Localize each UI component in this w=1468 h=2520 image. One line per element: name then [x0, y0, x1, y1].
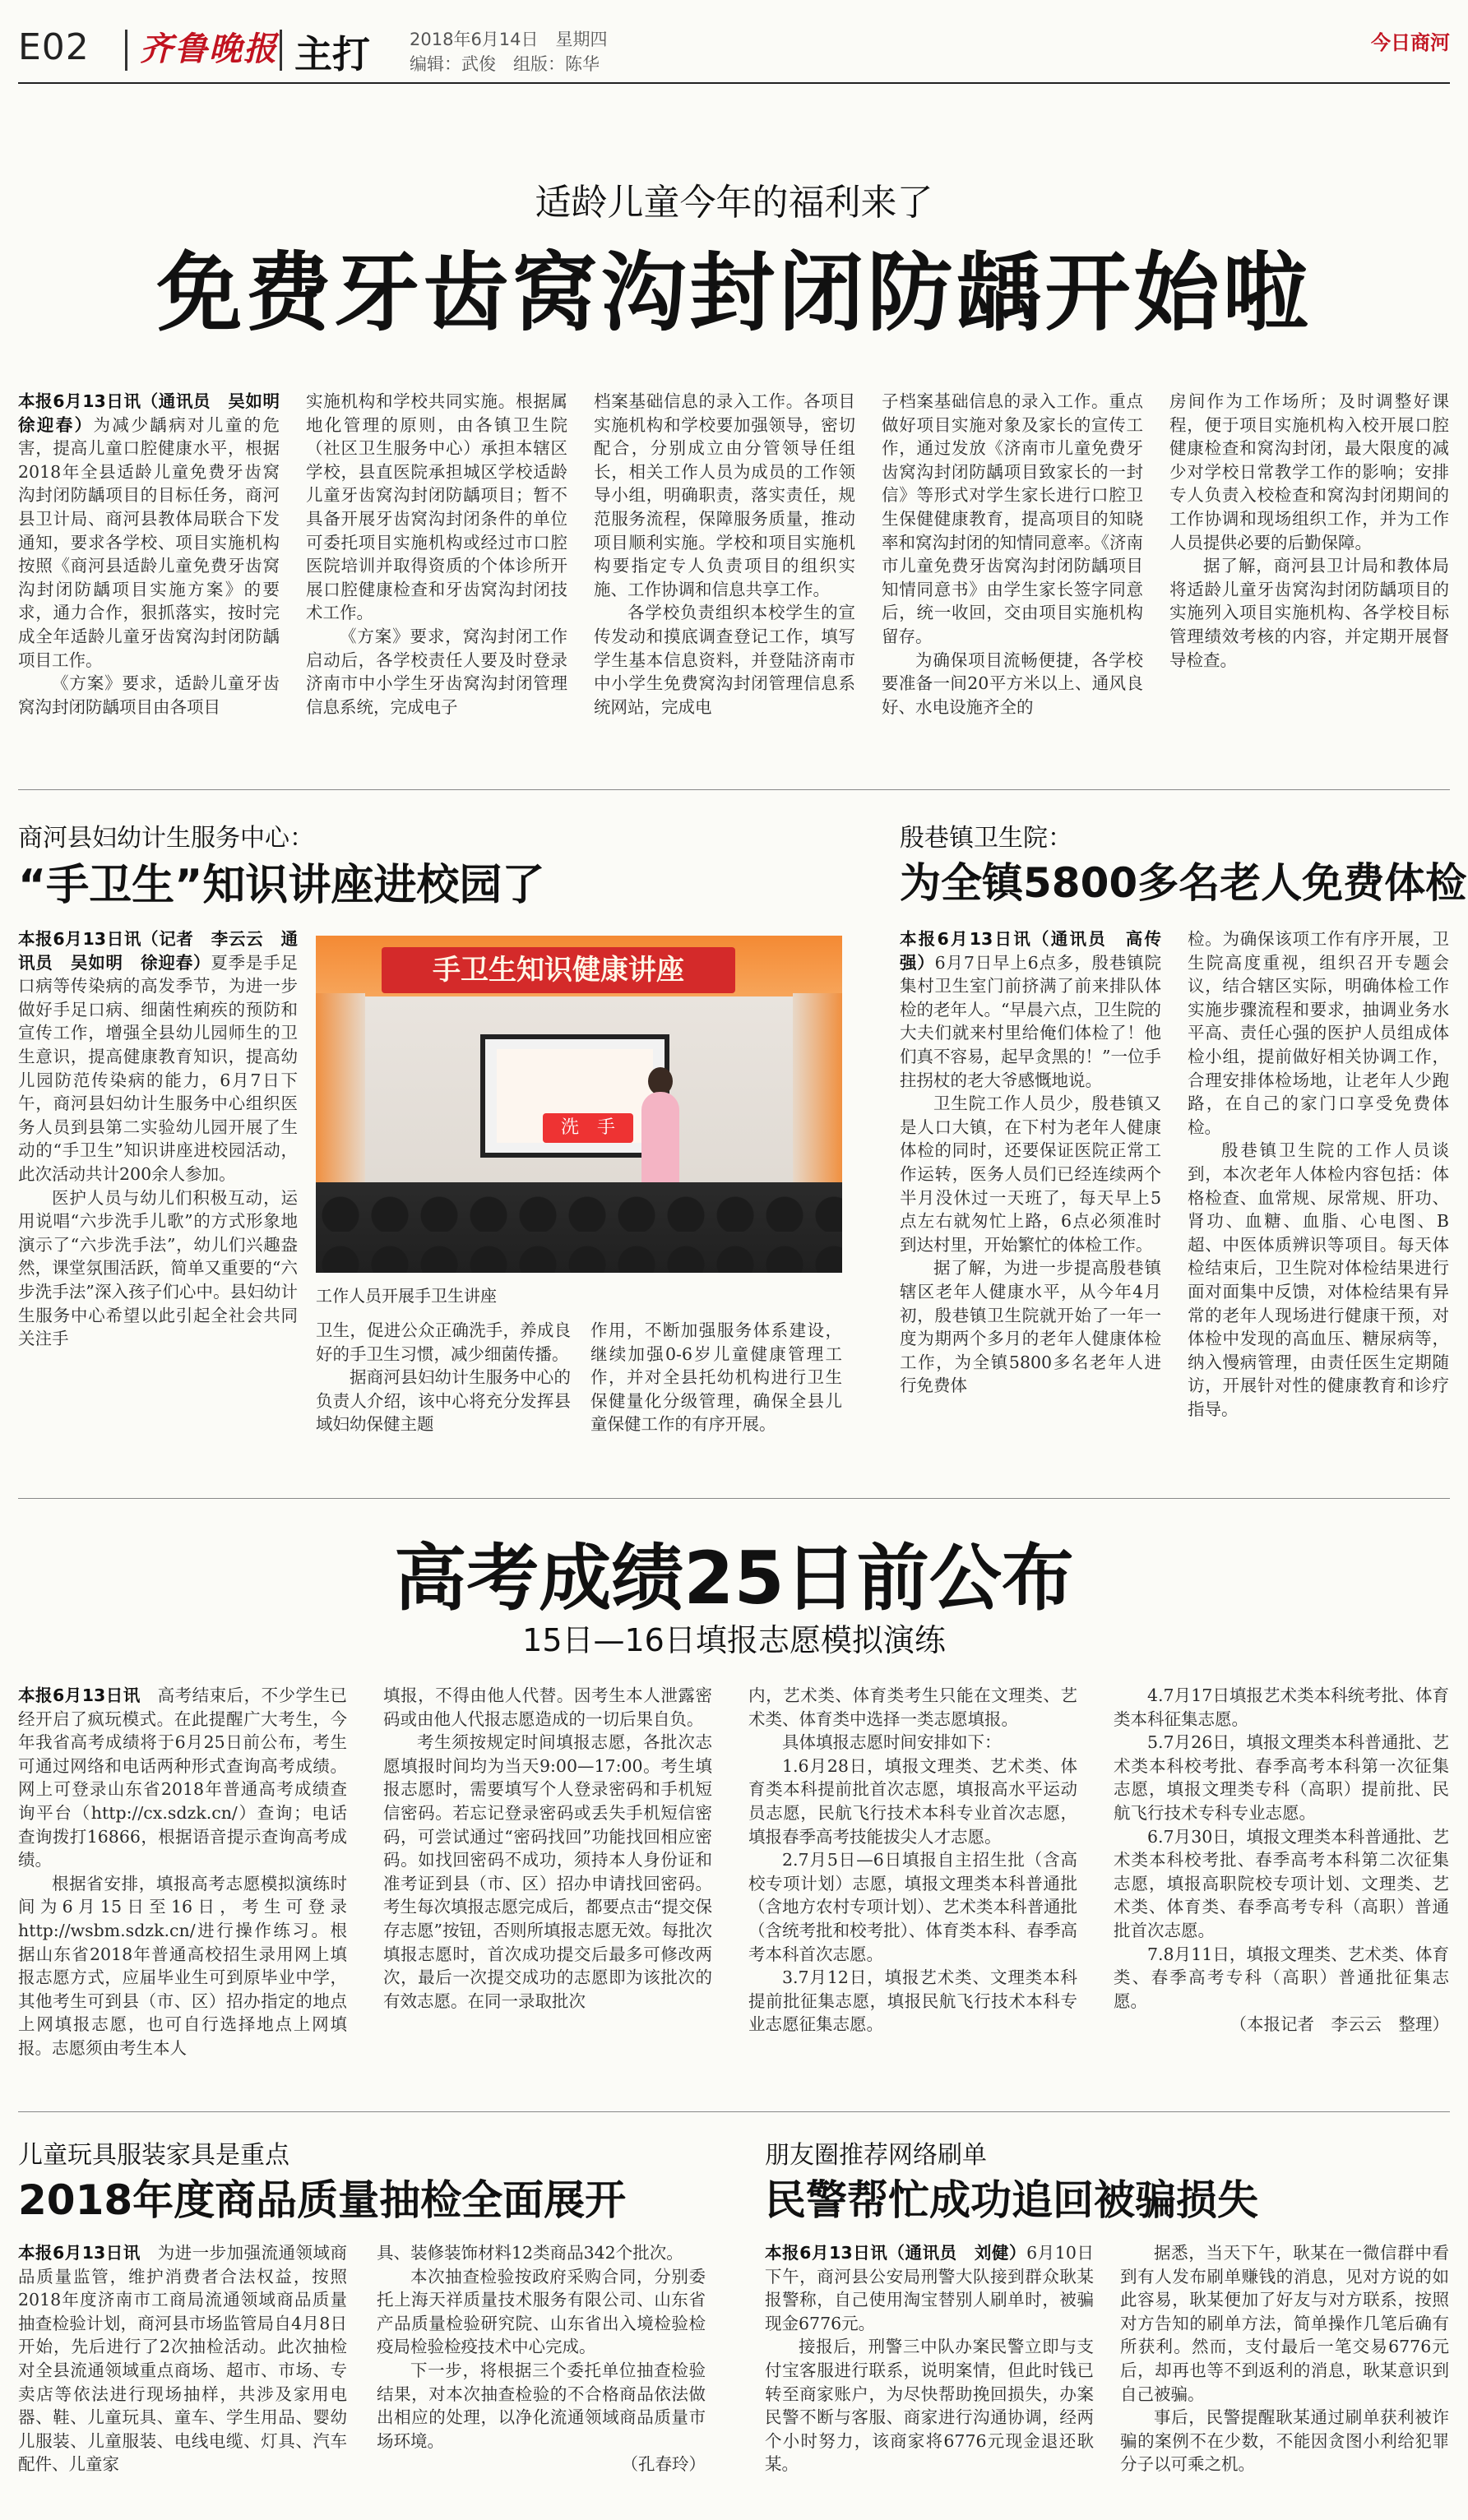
section-rule [18, 2111, 1450, 2112]
elderly-text: 据了解，为进一步提高殷巷镇辖区老年人健康水平，从今年4月初，殷巷镇卫生院就开始了一年一度为期两个多月的老年人健康体检工作，为全镇5800多名老年人进行免费体 [900, 1258, 1161, 1396]
section-tag: 今日商河 [1371, 31, 1450, 54]
exam-subhead: 15日—16日填报志愿模拟演练 [522, 1622, 946, 1658]
elderly-text: 6月7日早上6点多，殷巷镇院集村卫生室门前挤满了前来排队体检的老年人。“早晨六点，卫生院的大夫们就来村里给俺们体检了！他们真不容易，起早贪黑的！”一位手拄拐杖的老大爷感慨地说。 [900, 952, 1161, 1090]
exam-column-2 [383, 1684, 712, 2078]
lead-text: 子档案基础信息的录入工作。重点做好项目实施对象及家长的宣传工作，通过发放《济南市儿童免费牙齿窝沟封闭防龋项目致家长的一封信》等形式对学生家长进行口腔卫生保健健康教育，提高项目的知晓率和窝沟封闭的知情同意率。《济南市儿童免费牙齿窝沟封闭防龋项目知情同意书》由学生家长签字同意后，统一收回，交由项目实施机构留存。 [882, 391, 1143, 646]
exam-text: 内，艺术类、体育类考生只能在文理类、艺术类、体育类中选择一类志愿填报。 [748, 1685, 1077, 1729]
screen-label: 洗 手 [543, 1113, 633, 1143]
police-text: 接报后，刑警三中队办案民警立即与支付宝客服进行联系，说明案情，但此时钱已转至商家账户，为尽快帮助挽回损失，办案民警不断与客服、商家进行沟通协调，经两个小时努力，该商家将6776元现金退还耿某。 [765, 2337, 1094, 2475]
lead-column-2 [306, 390, 567, 768]
page-number: E02 [18, 26, 90, 68]
quality-text: 下一步，将根据三个委托单位抽查检验结果，对本次抽查检验的不合格商品依法做出相应的处理，以净化流通领域商品质量市场环境。 [377, 2360, 706, 2451]
section-rule [18, 1498, 1450, 1499]
elderly-column-1 [900, 927, 1161, 1478]
exam-headline: 高考成绩25日前公布 [394, 1536, 1074, 1621]
lead-text: 《方案》要求，适龄儿童牙齿窝沟封闭防龋项目由各项目 [18, 673, 280, 717]
handwash-text: 卫生，促进公众正确洗手，养成良好的手卫生习惯，减少细菌传播。 [316, 1320, 571, 1364]
police-text: 据悉，当天下午，耿某在一微信群中看到有人发布刷单赚钱的消息，见对方说的如此容易，耿某便加了好友与对方联系，按照对方告知的刷单方法，简单操作几笔后确有所获利。然而，支付最后一笔交易6776元后，却再也等不到返利的消息，耿某意识到自己被骗。 [1120, 2243, 1449, 2404]
lead-headline: 免费牙齿窝沟封闭防龋开始啦 [156, 243, 1312, 343]
handwash-text: 医护人员与幼儿们积极互动，运用说唱“六步洗手儿歌”的方式形象地演示了“六步洗手法”，幼儿们兴趣盎然，课堂氛围活跃，简单又重要的“六步洗手法”深入孩子们心中。县妇幼计生服务中心希望以此引起全社会共同关注手 [18, 1187, 298, 1349]
police-byline: 本报6月13日讯（通讯员 刘健） [765, 2243, 1027, 2263]
exam-text: 7.8月11日，填报文理类、艺术类、体育类、春季高考专科（高职）普通批征集志愿。 [1114, 1944, 1449, 2011]
exam-text: 填报，不得由他人代替。因考生本人泄露密码或由他人代报志愿造成的一切后果自负。 [383, 1685, 712, 1729]
quality-headline: 2018年度商品质量抽检全面展开 [18, 2176, 627, 2224]
exam-text: 5.7月26日，填报文理类本科普通批、艺术类本科校考批、春季高考本科第一次征集志愿，填报文理类专科（高职）提前批、民航飞行技术专科专业志愿。 [1114, 1732, 1449, 1823]
lead-text: 档案基础信息的录入工作。各项目实施机构和学校要加强领导，密切配合，分别成立由分管领导任组长，相关工作人员为成员的工作领导小组，明确职责，落实责任，规范服务流程，保障服务质量，推动项目顺利实施。学校和项目实施机构要指定专人负责项目的组织实施、工作协调和信息共享工作。 [594, 391, 855, 599]
section-rule [18, 789, 1450, 790]
quality-signature: （孔春玲） [621, 2454, 706, 2475]
lead-kicker: 适龄儿童今年的福利来了 [535, 182, 933, 224]
header-divider [280, 30, 282, 71]
exam-text: 2.7月5日—6日填报自主招生批（含高校专项计划）志愿，填报文理类本科普通批（含地方农村专项计划）、艺术类本科普通批（含统考批和校考批）、体育类本科、春季高考本科首次志愿。 [748, 1850, 1077, 1964]
exam-text: 3.7月12日，填报艺术类、文理类本科提前批征集志愿，填报民航飞行技术本科专业志愿征集志愿。 [748, 1967, 1077, 2035]
lecture-photo [316, 936, 842, 1273]
lead-text: 各学校负责组织本校学生的宣传发动和摸底调查登记工作，填写学生基本信息资料，并登陆济南市中小学生免费窝沟封闭管理信息系统网站，完成电 [594, 603, 855, 717]
exam-text: 根据省安排，填报高考志愿模拟演练时间为6月15日至16日，考生可登录http://wsbm.sdzk.cn/进行操作练习。根据山东省2018年普通高校招生录用网上填报志愿方式，应届毕业生可到原毕业中学，其他考生可到县（市、区）招办指定的地点上网填报志愿，也可自行选择地点上网填报。志愿须由考生本人 [18, 1873, 347, 2058]
header-divider [125, 30, 127, 71]
elderly-text: 殷巷镇卫生院的工作人员谈到，本次老年人体检内容包括：体格检查、血常规、尿常规、肝功、肾功、血糖、血脂、心电图、B超、中医体质辨识等项目。每天体检结束后，卫生院对体检结果进行面对面集中反馈，对体检结果有异常的老年人现场进行健康干预，对体检中发现的高血压、糖尿病等，纳入慢病管理，由责任医生定期随访，开展针对性的健康教育和诊疗指导。 [1188, 1140, 1449, 1419]
quality-text: 为进一步加强流通领域商品质量监管，维护消费者合法权益，按照2018年度济南市工商局流通领域商品质量抽查检验计划，商河县市场监管局自4月8日开始，先后进行了2次抽检活动。此次抽检对全县流通领域重点商场、超市、市场、专卖店等依法进行现场抽样，共涉及家用电器、鞋、儿童玩具、童车、学生用品、婴幼儿服装、儿童服装、电线电缆、灯具、汽车配件、儿童家 [18, 2243, 348, 2475]
masthead-logo: 齐鲁晚报 [140, 30, 278, 68]
speaker-head [648, 1067, 673, 1095]
section-title: 主打 [294, 32, 370, 76]
lead-text: 《方案》要求，窝沟封闭工作启动后，各学校责任人要及时登录济南市中小学生牙齿窝沟封闭管理信息系统，完成电子 [306, 626, 567, 717]
quality-kicker: 儿童玩具服装家具是重点 [18, 2141, 289, 2170]
elderly-text: 检。为确保该项工作有序开展，卫生院高度重视，组织召开专题会议，结合辖区实际，明确体检工作实施步骤流程和要求，抽调业务水平高、责任心强的医护人员组成体检小组，提前做好相关协调工作，合理安排体检场地，让老年人少跑路，在自己的家门口享受免费体检。 [1188, 929, 1449, 1137]
exam-column-1 [18, 1684, 347, 2078]
lead-column-4 [882, 390, 1143, 768]
date-line: 2018年6月14日 星期四 [410, 30, 608, 49]
police-text: 6月10日下午，商河县公安局刑警大队接到群众耿某报警称，自己使用淘宝替别人刷单时，被骗现金6776元。 [765, 2243, 1094, 2333]
lead-column-1 [18, 390, 297, 768]
lead-text: 为确保项目流畅便捷，各学校要准备一间20平方米以上、通风良好、水电设施齐全的 [882, 650, 1143, 717]
handwash-text: 据商河县妇幼计生服务中心的负责人介绍，该中心将充分发挥县域妇幼保健主题 [316, 1367, 571, 1435]
exam-column-3 [748, 1684, 1077, 2078]
lead-byline: 本报6月13日讯（通讯员 吴如明 徐迎春） [18, 391, 297, 435]
page-header [18, 23, 1450, 81]
elderly-kicker: 殷巷镇卫生院： [900, 824, 1072, 853]
exam-text: 4.7月17日填报艺术类本科统考批、体育类本科征集志愿。 [1114, 1685, 1449, 1729]
quality-text: 本次抽查检验按政府采购合同，分别委托上海天祥质量技术服务有限公司、山东省产品质量检验研究院、山东省出入境检验检疫局检验检疫技术中心完成。 [377, 2266, 706, 2357]
photo-caption: 工作人员开展手卫生讲座 [316, 1286, 497, 1306]
handwash-text: 夏季是手足口病等传染病的高发季节，为进一步做好手足口病、细菌性痢疾的预防和宣传工作，增强全县幼儿园师生的卫生意识，提高健康教育知识，提高幼儿园防范传染病的能力，6月7日下午，商河县妇幼计生服务中心组织医务人员到县第二实验幼儿园开展了生动的“手卫生”知识讲座进校园活动，此次活动共计200余人参加。 [18, 952, 299, 1184]
lead-column-5 [1169, 390, 1449, 768]
handwash-headline: “手卫生”知识讲座进校园了 [18, 861, 545, 910]
elderly-column-2 [1188, 927, 1449, 1478]
quality-byline: 本报6月13日讯 [18, 2243, 141, 2263]
handwash-column-3 [590, 1319, 842, 1480]
exam-text: 6.7月30日，填报文理类本科普通批、艺术类本科校考批、春季高考本科第二次征集志愿，填报高职院校专项计划、文理类、艺术类、体育类、春季高考专科（高职）普通批首次志愿。 [1114, 1826, 1449, 1940]
handwash-text: 作用，不断加强服务体系建设，继续加强0-6岁儿童健康管理工作，并对全县托幼机构进行卫生保健量化分级管理，确保全县儿童保健工作的有序开展。 [590, 1320, 842, 1435]
quality-column-2 [377, 2241, 706, 2509]
exam-byline: 本报6月13日讯 [18, 1685, 141, 1705]
police-column-2 [1120, 2241, 1449, 2509]
lead-text: 房间作为工作场所；及时调整好课程，便于项目实施机构入校开展口腔健康检查和窝沟封闭，最大限度的减少对学校日常教学工作的影响；安排专人负责入校检查和窝沟封闭期间的工作协调和现场组织工作，并为工作人员提供必要的后勤保障。 [1169, 391, 1449, 553]
editor-line: 编辑：武俊 组版：陈华 [410, 54, 600, 74]
handwash-kicker: 商河县妇幼计生服务中心： [18, 824, 314, 853]
elderly-headline: 为全镇5800多名老人免费体检 [900, 859, 1467, 907]
lead-column-3 [594, 390, 855, 768]
audience-children [316, 1182, 842, 1273]
elderly-text: 卫生院工作人员少，殷巷镇又是人口大镇，在下村为老年人健康体检的同时，还要保证医院正常工作运转，医务人员们已经连续两个半月没休过一天班了，每天早上5点左右就匆忙上路，6点必须准时到达村里，开始繁忙的体检工作。 [900, 1094, 1161, 1255]
police-column-1 [765, 2241, 1094, 2509]
exam-column-4 [1114, 1684, 1449, 2078]
lead-text: 为减少龋病对儿童的危害，提高儿童口腔健康水平，根据2018年全县适龄儿童免费牙齿窝沟封闭防龋项目的目标任务，商河县卫计局、商河县教体局联合下发通知，要求各学校、项目实施机构按照《商河县适龄儿童免费牙齿窝沟封闭防龋项目实施方案》的要求，通力合作，狠抓落实，按时完成全年适龄儿童牙齿窝沟封闭防龋项目工作。 [18, 414, 280, 670]
exam-signature: （本报记者 李云云 整理） [1230, 2014, 1449, 2035]
exam-text: 高考结束后，不少学生已经开启了疯玩模式。在此提醒广大考生，今年我省高考成绩将于6月25日前公布，考生可通过网络和电话两种形式查询高考成绩。网上可登录山东省2018年普通高考成绩查询平台（http://cx.sdzk.cn/）查询；电话查询拨打16866，根据语音提示查询高考成绩。 [18, 1685, 348, 1870]
photo-banner: 手卫生知识健康讲座 [382, 947, 735, 993]
handwash-column-2 [316, 1319, 571, 1480]
lead-text: 据了解，商河县卫计局和教体局将适龄儿童牙齿窝沟封闭防龋项目的实施列入项目实施机构、各学校目标管理绩效考核的内容，并定期开展督导检查。 [1169, 556, 1449, 670]
exam-text: 具体填报志愿时间安排如下： [782, 1732, 1002, 1753]
handwash-byline: 本报6月13日讯（记者 李云云 通讯员 吴如明 徐迎春） [18, 929, 298, 973]
police-text: 事后，民警提醒耿某通过刷单获利被诈骗的案例不在少数，不能因贪图小利给犯罪分子以可乘之机。 [1120, 2407, 1449, 2475]
police-headline: 民警帮忙成功追回被骗损失 [765, 2176, 1258, 2224]
exam-text: 1.6月28日，填报文理类、艺术类、体育类本科提前批首次志愿，填报高水平运动员志愿，民航飞行技术本科专业首次志愿，填报春季高考技能拔尖人才志愿。 [748, 1755, 1077, 1847]
lead-text: 实施机构和学校共同实施。根据属地化管理的原则，由各镇卫生院（社区卫生服务中心）承担本辖区学校，县直医院承担城区学校适龄儿童牙齿窝沟封闭防龋项目；暂不具备开展牙齿窝沟封闭条件的单位可委托项目实施机构或经过市口腔医院培训并取得资质的个体诊所开展口腔健康检查和牙齿窝沟封闭技术工作。 [306, 391, 567, 623]
handwash-column-1 [18, 927, 298, 1478]
quality-column-1 [18, 2241, 347, 2509]
police-kicker: 朋友圈推荐网络刷单 [765, 2141, 987, 2170]
header-rule [18, 82, 1450, 84]
exam-text: 考生须按规定时间填报志愿，各批次志愿填报时间均为当天9:00—17:00。考生填报志愿时，需要填写个人登录密码和手机短信密码。若忘记登录密码或丢失手机短信密码，可尝试通过“密码找回”功能找回相应密码。如找回密码不成功，须持本人身份证和准考证到县（市、区）招办申请找回密码。考生每次填报志愿完成后，都要点击“提交保存志愿”按钮，否则所填报志愿无效。每批次填报志愿时，首次成功提交后最多可修改两次，最后一次提交成功的志愿即为该批次的有效志愿。在同一录取批次 [383, 1732, 712, 2011]
quality-text: 具、装修装饰材料12类商品342个批次。 [377, 2243, 683, 2263]
elderly-byline: 本报6月13日讯（通讯员 高传强） [900, 929, 1161, 973]
